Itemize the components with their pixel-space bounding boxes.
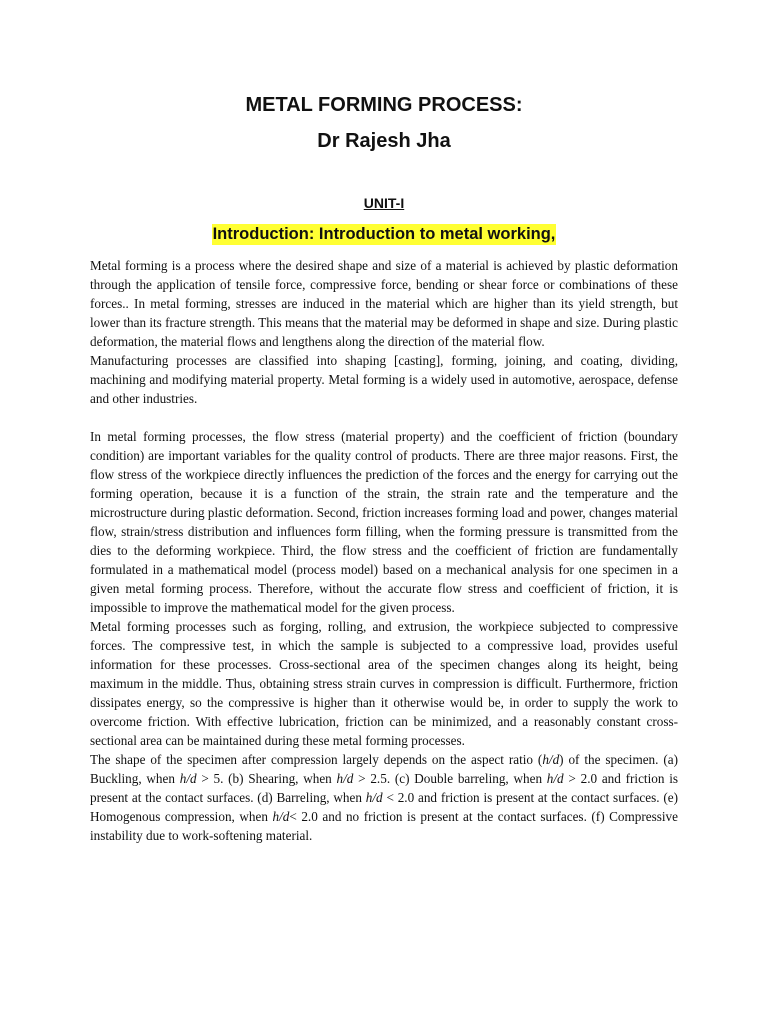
- text-run: > 2.5. (c) Double barreling, when: [353, 771, 547, 786]
- hd-symbol: h/d: [542, 752, 560, 767]
- body-text: [90, 256, 678, 845]
- hd-symbol: h/d: [546, 771, 564, 786]
- document-title: METAL FORMING PROCESS:: [245, 94, 523, 116]
- section-heading-wrap: [0, 224, 768, 245]
- hd-symbol: h/d: [365, 790, 383, 805]
- hd-symbol: h/d: [179, 771, 197, 786]
- text-run: The shape of the specimen after compression largely depends on the aspect ratio (: [90, 752, 543, 767]
- hd-symbol: h/d: [336, 771, 354, 786]
- paragraph: Metal forming processes such as forging, rolling, and extrusion, the workpiece subjected to compressive forces. The compressive test, in which the sample is subjected to a compressive load, provides useful information for these processes. Cross-sectional area of the specimen changes along its height, being maximum in the middle. Thus, obtaining stress strain curves in compression is difficult. Furthermore, friction dissipates energy, so the compressive is higher than it otherwise would be, in order to supply the work to overcome friction. With effective lubrication, friction can be minimized, and a reasonably constant cross-sectional area can be maintained during these metal forming processes.: [90, 619, 678, 748]
- section-heading: Introduction: Introduction to metal working,: [212, 225, 556, 243]
- paragraph: In metal forming processes, the flow stress (material property) and the coefficient of friction (boundary condition) are important variables for the quality control of products. There are three major reasons. First, the flow stress of the workpiece directly influences the prediction of the forces and the energy for carrying out the forming operation, because it is a function of the strain, the strain rate and the temperature and the microstructure during plastic deformation. Second, friction increases forming load and power, changes material flow, strain/stress distribution and influences form filling, when the forming pressure is transmitted from the dies to the deforming workpiece. Third, the flow stress and the coefficient of friction are fundamentally formulated in a mathematical model (process model) based on a mechanical analysis for one specimen in a given metal forming process. Therefore, without the accurate flow stress and coefficient of friction, it is impossible to improve the mathematical model for the given process.: [90, 429, 678, 615]
- text-run: < 2.0 and friction is present at the contact surfaces. (e) Homogenous compression, when: [90, 790, 678, 824]
- text-run: > 5. (b) Shearing, when: [196, 771, 337, 786]
- hd-symbol: h/d: [272, 809, 290, 824]
- author-name: Dr Rajesh Jha: [317, 130, 451, 152]
- aspect-ratio-paragraph: [90, 750, 678, 845]
- paragraph: Manufacturing processes are classified into shaping [casting], forming, joining, and coating, dividing, machining and modifying material property. Metal forming is a widely used in automotive, aerospace, defense and other industries.: [90, 353, 678, 406]
- paragraph: Metal forming is a process where the desired shape and size of a material is achieved by plastic deformation through the application of tensile force, compressive force, bending or shear force or combinations of these forces.. In metal forming, stresses are induced in the material which are higher than its yield strength, but lower than its fracture strength. This means that the material may be deformed in shape and size. During plastic deformation, the material flows and lengthens along the direction of the material flow.: [90, 258, 678, 349]
- text-run: > 2.0 and friction is present at the contact surfaces. (d) Barreling, when: [90, 771, 678, 805]
- text-run: ) of the specimen. (a) Buckling, when: [90, 752, 678, 786]
- unit-heading: UNIT-I: [363, 195, 405, 211]
- text-run: < 2.0 and no friction is present at the contact surfaces. (f) Compressive instability due to work-softening material.: [90, 809, 678, 843]
